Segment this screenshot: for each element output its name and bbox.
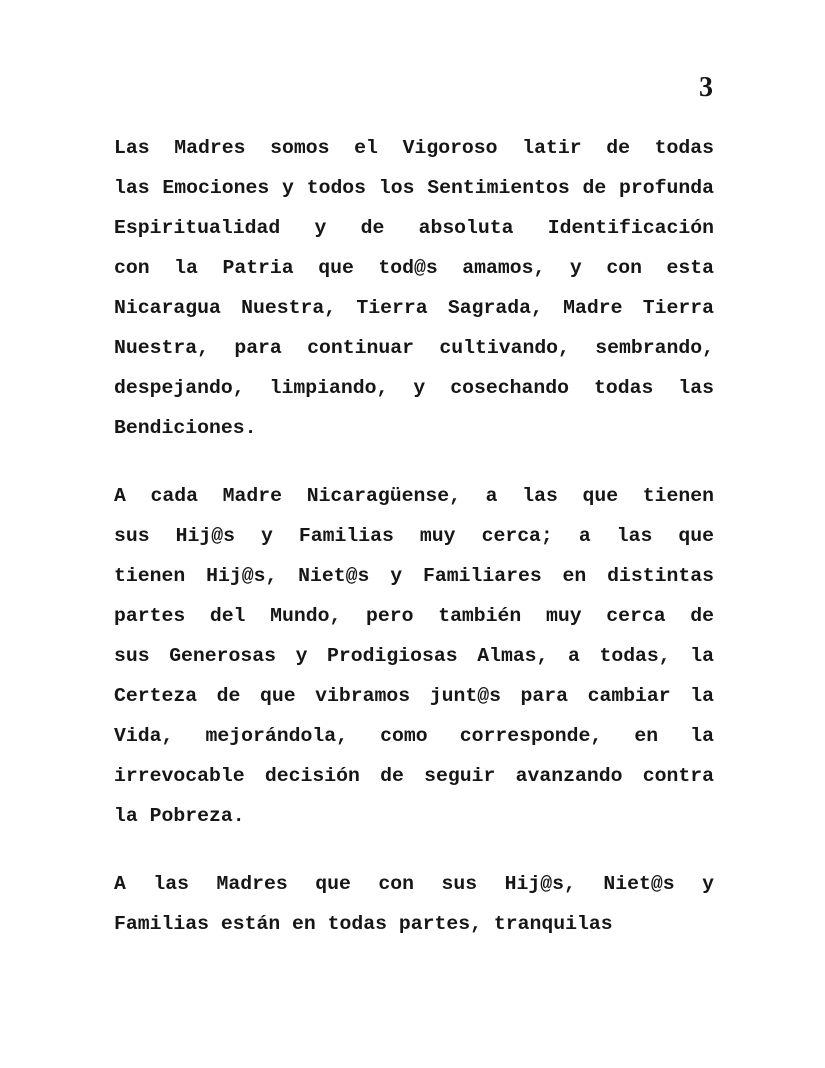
page-number: 3 — [699, 72, 713, 103]
text-line: tienen Hij@s, Niet@s y Familiares en distintas — [114, 565, 714, 587]
paragraph — [114, 476, 714, 836]
document-body — [114, 128, 714, 972]
text-line: las Emociones y todos los Sentimientos de profunda — [114, 177, 714, 199]
text-line: Certeza de que vibramos junt@s para cambiar la — [114, 685, 714, 707]
text-line: con la Patria que tod@s amamos, y con esta — [114, 257, 714, 279]
text-line: Nicaragua Nuestra, Tierra Sagrada, Madre Tierra — [114, 297, 714, 319]
paragraph — [114, 864, 714, 944]
text-line: sus Generosas y Prodigiosas Almas, a todas, la — [114, 645, 714, 667]
text-line: A cada Madre Nicaragüense, a las que tienen — [114, 485, 714, 507]
text-line: A las Madres que con sus Hij@s, Niet@s y — [114, 873, 714, 895]
text-line: Vida, mejorándola, como corresponde, en la — [114, 725, 714, 747]
text-line: sus Hij@s y Familias muy cerca; a las que — [114, 525, 714, 547]
text-line: despejando, limpiando, y cosechando todas las — [114, 377, 714, 399]
text-line: Espiritualidad y de absoluta Identificación — [114, 217, 714, 239]
text-line: Familias están en todas partes, tranquilas — [114, 913, 613, 935]
paragraph — [114, 128, 714, 448]
text-line: partes del Mundo, pero también muy cerca de — [114, 605, 714, 627]
text-line: Las Madres somos el Vigoroso latir de todas — [114, 137, 714, 159]
text-line: irrevocable decisión de seguir avanzando contra — [114, 765, 714, 787]
text-line: la Pobreza. — [114, 805, 245, 827]
text-line: Bendiciones. — [114, 417, 257, 439]
text-line: Nuestra, para continuar cultivando, sembrando, — [114, 337, 714, 359]
